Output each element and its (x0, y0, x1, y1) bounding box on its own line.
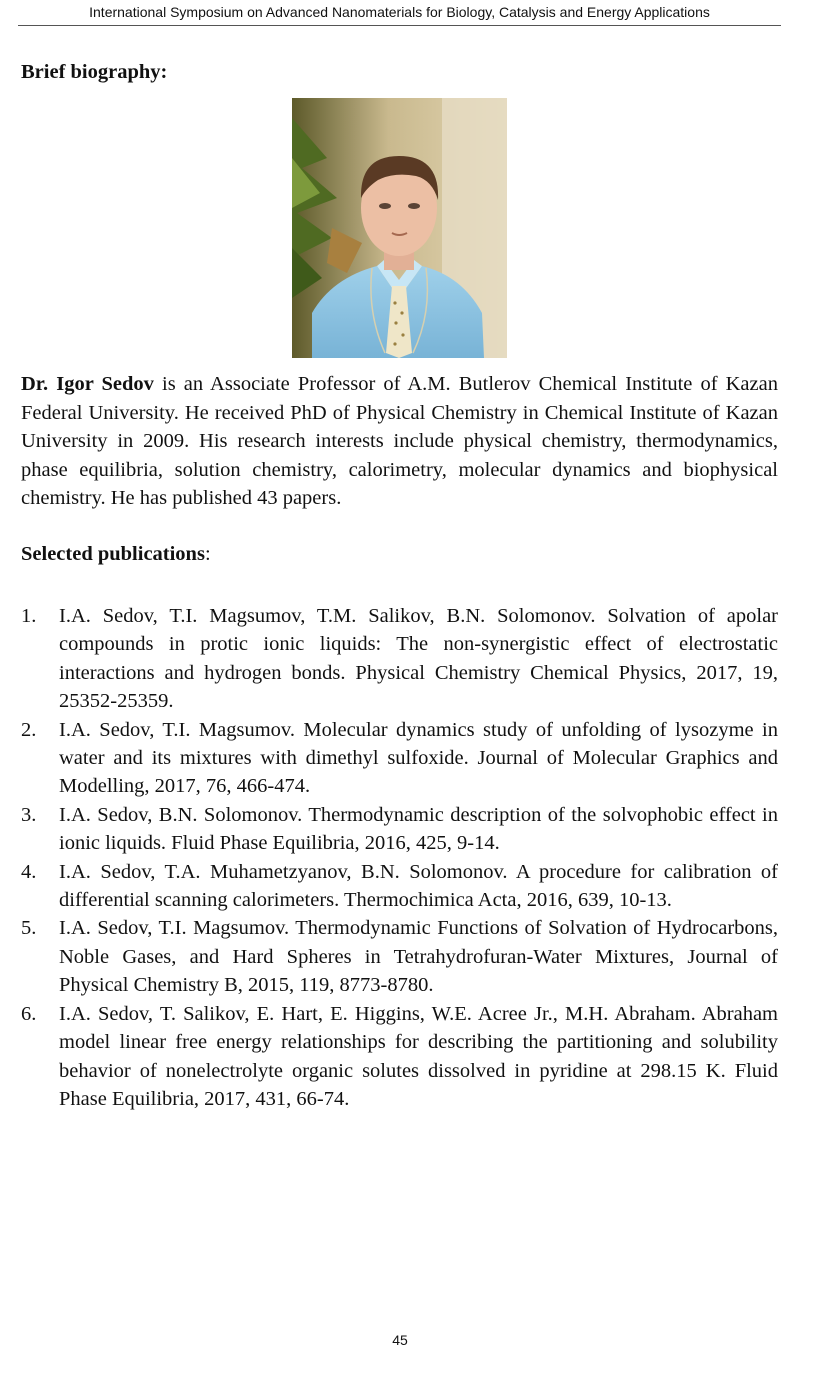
biography-heading: Brief biography: (21, 61, 168, 83)
publication-item (21, 858, 778, 915)
portrait-photo (292, 98, 507, 358)
publication-number: 4. (21, 860, 37, 883)
publication-number: 1. (21, 605, 37, 627)
biography-text: is an Associate Professor of A.M. Butlerov Chemical Institute of Kazan Federal University. He received PhD of Physical Chemistry in Chemical Institute of Kazan University in 2009. His research interests include physical chemistry, thermodynamics, phase equilibria, solution chemistry, calorimetry, molecular dynamics and biophysical chemistry. He has published 43 papers. (21, 373, 778, 510)
page-number: 45 (392, 1332, 408, 1348)
publication-number: 2. (21, 718, 37, 741)
publication-item (21, 602, 778, 716)
publication-text: I.A. Sedov, T.I. Magsumov. Molecular dynamics study of unfolding of lysozyme in water and its mixtures with dimethyl sulfoxide. Journal of Molecular Graphics and Modelling, 2017, 76, 466-474. (59, 718, 778, 798)
publications-list (21, 602, 778, 1113)
publication-item (21, 801, 778, 858)
publication-text: I.A. Sedov, B.N. Solomonov. Thermodynamic description of the solvophobic effect in ionic liquids. Fluid Phase Equilibria, 2016, 425, 9-14. (59, 803, 778, 855)
biography-name: Dr. Igor Sedov (21, 373, 154, 395)
publications-heading-label: Selected publications (21, 543, 205, 565)
running-header: International Symposium on Advanced Nanomaterials for Biology, Catalysis and Energy Applications (18, 4, 781, 26)
publication-text: I.A. Sedov, T.I. Magsumov. Thermodynamic Functions of Solvation of Hydrocarbons, Noble Gases, and Hard Spheres in Tetrahydrofuran-Water Mixtures, Journal of Physical Chemistry B, 2015, 119, 8773-8780. (59, 917, 778, 997)
publication-item (21, 1000, 778, 1114)
publication-text: I.A. Sedov, T.A. Muhametzyanov, B.N. Solomonov. A procedure for calibration of differential scanning calorimeters. Thermochimica Acta, 2016, 639, 10-13. (59, 860, 778, 912)
publication-number: 6. (21, 1002, 37, 1025)
publications-heading (21, 543, 211, 566)
publication-item (21, 914, 778, 999)
publication-item (21, 716, 778, 801)
publication-text: I.A. Sedov, T.I. Magsumov, T.M. Salikov, B.N. Solomonov. Solvation of apolar compounds in protic ionic liquids: The non-synergistic effect of electrostatic interactions and hydrogen bonds. Physical Chemistry Chemical Physics, 2017, 19, 25352-25359. (59, 605, 778, 713)
publications-heading-colon: : (204, 543, 211, 565)
biography-paragraph (21, 370, 778, 513)
publication-number: 3. (21, 803, 37, 826)
publication-number: 5. (21, 917, 37, 940)
publication-text: I.A. Sedov, T. Salikov, E. Hart, E. Higgins, W.E. Acree Jr., M.H. Abraham. Abraham model linear free energy relationships for describing the partitioning and solubility behavior of nonelectrolyte organic solutes dissolved in pyridine at 298.15 K. Fluid Phase Equilibria, 2017, 431, 66-74. (59, 1002, 778, 1110)
